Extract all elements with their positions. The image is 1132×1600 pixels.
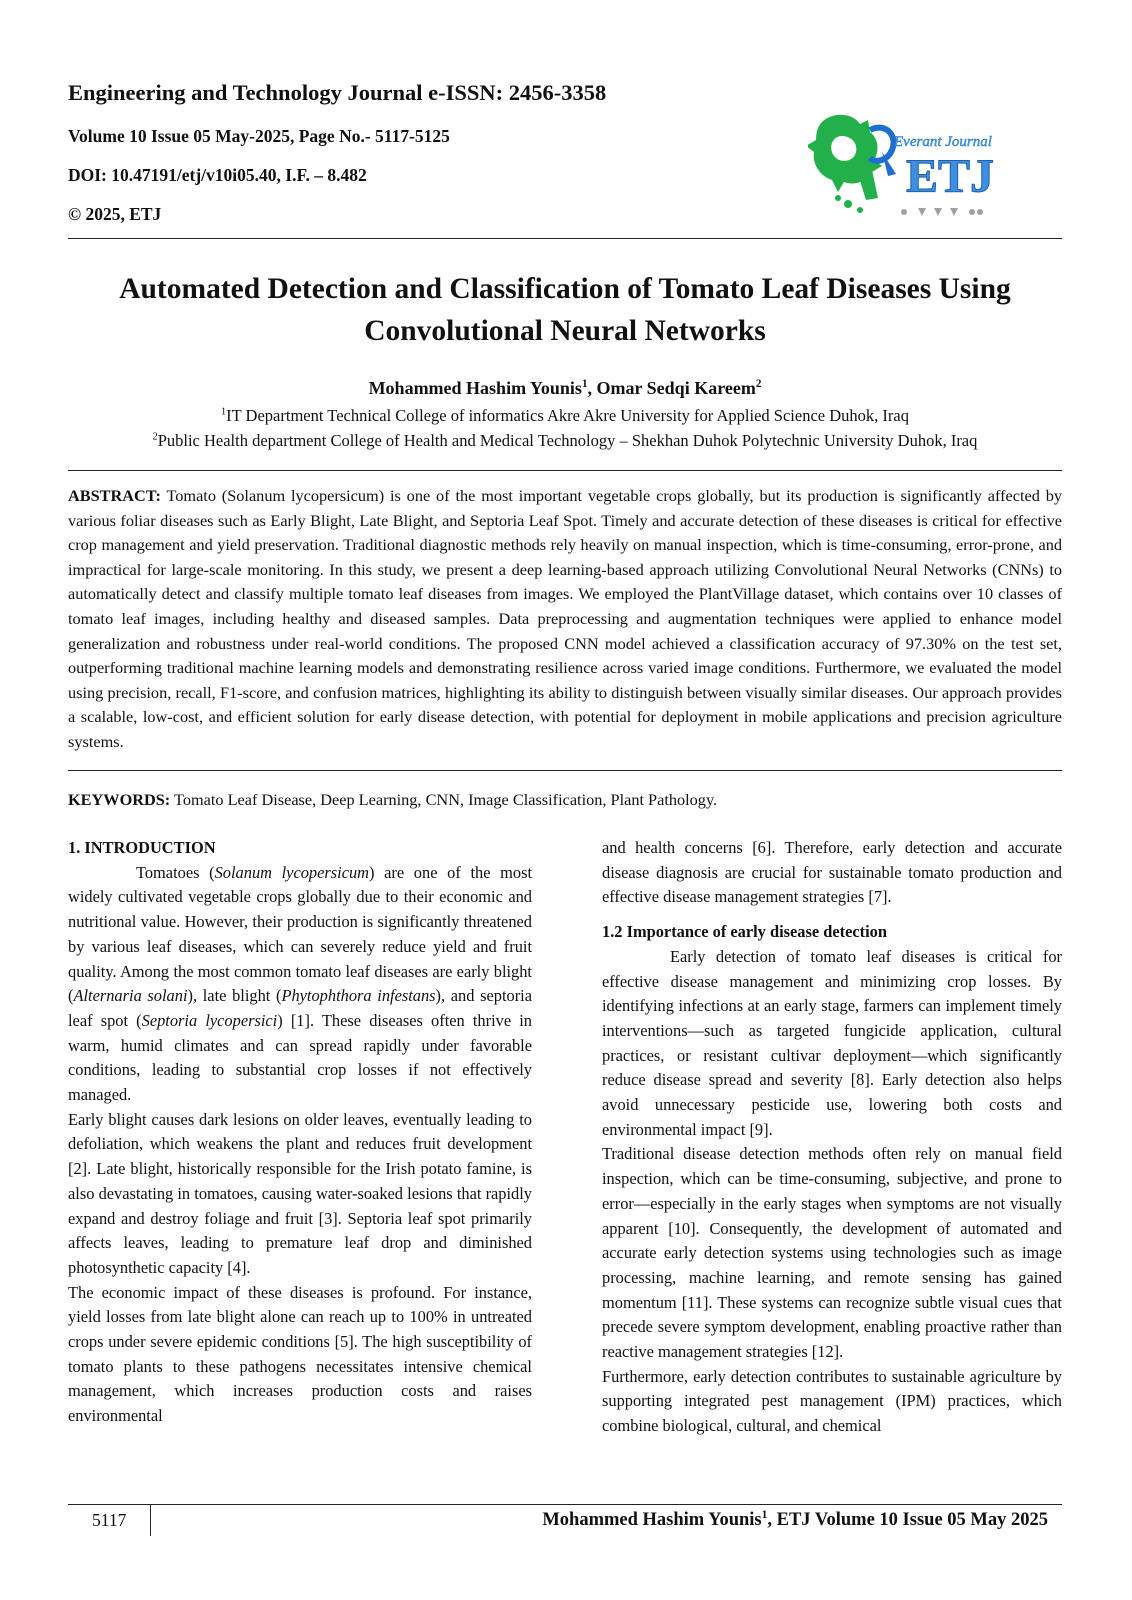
paragraph-7: Furthermore, early detection contributes to sustainable agriculture by supporting integrated pest management (IPM) practices, which combine biological, cultural, and chemical [602, 1366, 1062, 1436]
copyright: © 2025, ETJ [68, 204, 162, 224]
p1-species-2: Alternaria solani [73, 986, 188, 1006]
keywords-label: KEYWORDS: [68, 790, 171, 809]
affiliation-2 [68, 431, 1062, 451]
p1-species-1: Solanum lycopersicum [214, 862, 370, 882]
p1-text-a: Tomatoes ( [136, 862, 215, 882]
paragraph-3: The economic impact of these diseases is profound. For instance, yield losses from late blight alone can reach up to 100% in untreated crops under severe epidemic conditions [5]. The high susceptibility of tomato plants to these pathogens necessitates intensive chemical management, which increases production costs and raises environmental [68, 1282, 532, 1426]
journal-name: Engineering and Technology Journal e-ISSN: 2456-3358 [68, 80, 607, 105]
author-2-sup: 2 [755, 378, 762, 390]
paragraph-1 [68, 861, 532, 1108]
abstract-bottom-rule [68, 770, 1062, 771]
footer-citation [542, 1510, 1048, 1531]
affiliation-2-text: Public Health department College of Health and Medical Technology – Shekhan Duhok Polytechnic University Duhok, Iraq [157, 431, 978, 450]
paragraph-4: and health concerns [6]. Therefore, early detection and accurate disease diagnosis are crucial for sustainable tomato production and effective disease management strategies [7]. [602, 838, 1062, 907]
section-heading-early-detection: 1.2 Importance of early disease detection [602, 922, 887, 942]
right-column [602, 836, 1062, 1439]
keywords-text: Tomato Leaf Disease, Deep Learning, CNN, Image Classification, Plant Pathology. [170, 790, 718, 809]
keywords [68, 790, 1062, 810]
author-1: Mohammed Hashim Younis [368, 378, 582, 398]
etj-logo [808, 112, 1016, 222]
logo-publisher-text: Everant Journal [894, 134, 992, 150]
p1-species-4: Septoria lycopersici [141, 1010, 278, 1030]
affiliation-1-text: IT Department Technical College of informatics Akre Akre University for Applied Science Duhok, Iraq [226, 406, 909, 425]
doi-info: DOI: 10.47191/etj/v10i05.40, I.F. – 8.482 [68, 165, 367, 185]
logo-brand-text: ETJ [906, 150, 995, 203]
p1-text-c: ), late blight ( [187, 986, 282, 1006]
header-rule [68, 238, 1062, 239]
author-separator: , [587, 378, 597, 398]
affiliation-2-sup: 2 [152, 431, 158, 443]
author-1-sup: 1 [581, 378, 588, 390]
page-number: 5117 [92, 1510, 127, 1530]
abstract-text: Tomato (Solanum lycopersicum) is one of the most important vegetable crops globally, but its production is significantly affected by various foliar diseases such as Early Blight, Late Blight, and Septoria Leaf Spot. Timely and accurate detection of these diseases is critical for effective crop management and yield preservation. Traditional diagnostic methods rely heavily on manual inspection, which is time-consuming, error-prone, and impractical for large-scale monitoring. In this study, we present a deep learning-based approach utilizing Convolutional Neural Networks (CNNs) to automatically detect and classify multiple tomato leaf diseases from images. We employed the PlantVillage dataset, which contains over 10 classes of tomato leaf images, including healthy and diseased samples. Data preprocessing and augmentation techniques were applied to enhance model generalization and robustness under real-world conditions. The proposed CNN model achieved a classification accuracy of 97.30% on the test set, outperforming traditional machine learning models and demonstrating resilience across varied image conditions. Furthermore, we evaluated the model using precision, recall, F1-score, and confusion matrices, highlighting its ability to distinguish between visually similar diseases. Our approach provides a scalable, low-cost, and efficient solution for early disease detection, with potential for deployment in mobile applications and precision agriculture systems. [68, 486, 1062, 751]
paragraph-2: Early blight causes dark lesions on older leaves, eventually leading to defoliation, which weakens the plant and reduces fruit development [2]. Late blight, historically responsible for the Irish potato famine, is also devastating in tomatoes, causing water-soaked lesions that rapidly expand and destroy foliage and fruit [3]. Septoria leaf spot primarily affects leaves, leading to premature leaf drop and diminished photosynthetic capacity [4]. [68, 1109, 532, 1277]
p1-text-d: ), and septoria leaf spot ( [68, 986, 532, 1030]
footer-rest: , ETJ Volume 10 Issue 05 May 2025 [767, 1510, 1048, 1530]
volume-info: Volume 10 Issue 05 May-2025, Page No.- 5117-5125 [68, 126, 450, 146]
footer-author: Mohammed Hashim Younis [542, 1510, 762, 1530]
p1-text-e: ) [1]. These diseases often thrive in warm, humid climates and can spread rapidly under favorable conditions, leading to substantial crop losses if not effectively managed. [68, 1010, 532, 1105]
affiliation-1-sup: 1 [221, 406, 227, 418]
section-heading-introduction: 1. INTRODUCTION [68, 838, 216, 857]
author-2: Omar Sedqi Kareem [596, 378, 756, 398]
footer-rule [68, 1504, 1062, 1505]
p1-text-b: ) are one of the most widely cultivated vegetable crops globally due to their economic and nutritional value. However, their production is significantly threatened by various leaf diseases, which can severely reduce yield and fruit quality. Among the most common tomato leaf diseases are early blight ( [68, 862, 532, 1006]
footer-sup: 1 [761, 1508, 768, 1521]
paragraph-6: Traditional disease detection methods often rely on manual field inspection, which can be time-consuming, subjective, and prone to error—especially in the early stages when symptoms are not visually apparent [10]. Consequently, the development of automated and accurate early detection systems using technologies such as image processing, machine learning, and remote sensing has gained momentum [11]. These systems can recognize subtle visual cues that precede severe symptom development, enabling proactive rather than reactive management strategies [12]. [602, 1144, 1062, 1362]
p1-species-3: Phytophthora infestans [281, 986, 436, 1006]
abstract-top-rule [68, 470, 1062, 471]
abstract-label: ABSTRACT: [68, 486, 161, 505]
abstract [68, 484, 1062, 755]
footer-separator [150, 1505, 151, 1536]
paragraph-5: Early detection of tomato leaf diseases is critical for effective disease management and minimizing crop losses. By identifying infections at an early stage, farmers can implement timely interventions—such as targeted fungicide application, cultural practices, or resistant cultivar deployment—which significantly reduce disease spread and severity [8]. Early detection also helps avoid unnecessary pesticide use, lowering both costs and environmental impact [9]. [602, 946, 1062, 1139]
affiliation-1 [68, 406, 1062, 426]
left-column [68, 836, 532, 1429]
paper-title: Automated Detection and Classification of Tomato Leaf Diseases Using Convolutional Neural Networks [119, 273, 1011, 347]
author-line [68, 378, 1062, 399]
